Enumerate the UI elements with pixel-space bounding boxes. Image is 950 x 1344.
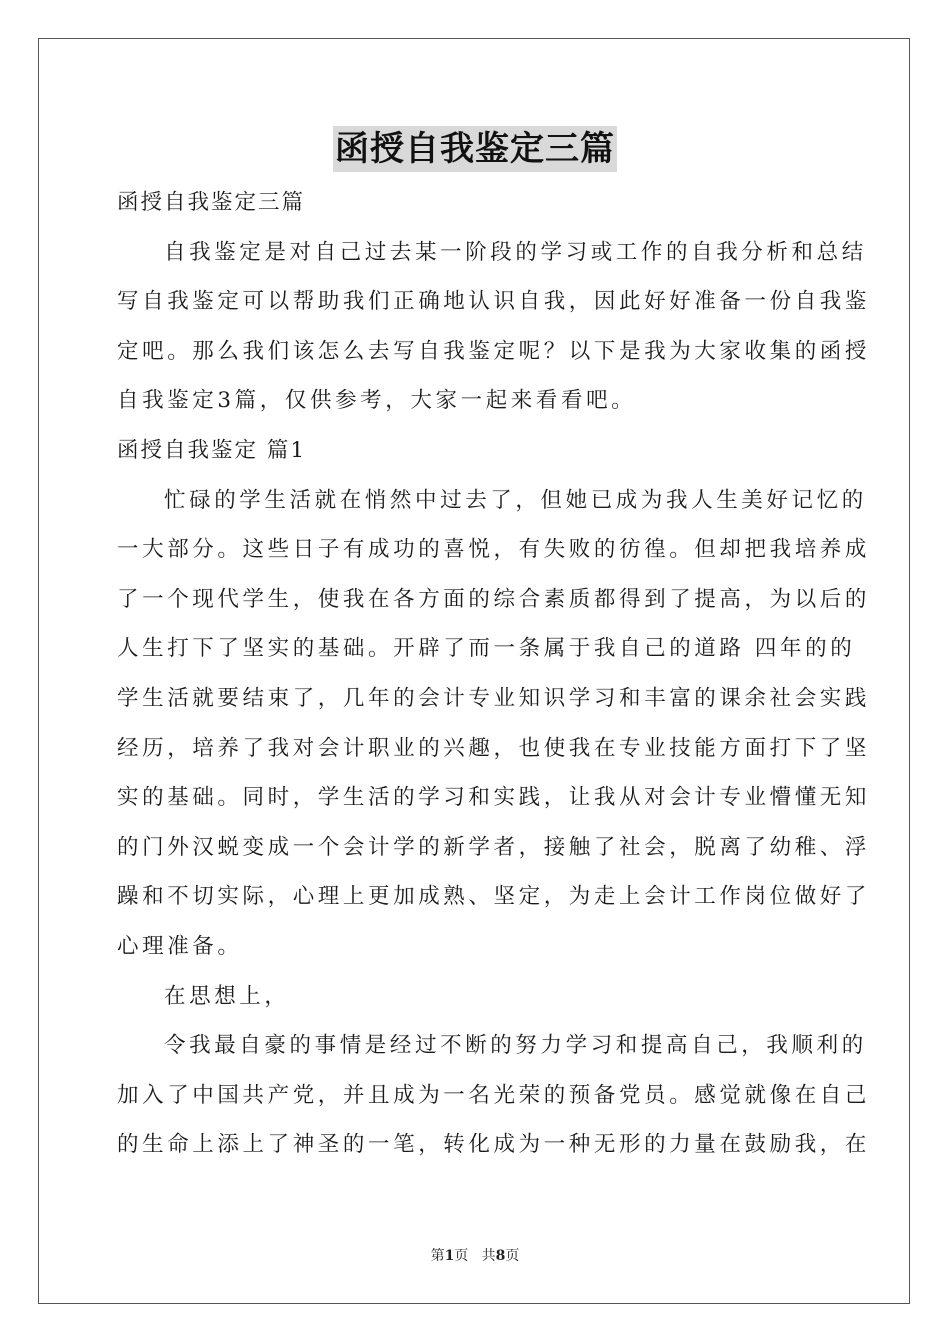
paragraph-line: 一大部分。这些日子有成功的喜悦，有失败的彷徨。但却把我培养成	[117, 537, 871, 563]
paragraph-line: 令我最自豪的事情是经过不断的努力学习和提高自己，我顺利的	[164, 1033, 867, 1059]
paragraph-line: 心理准备。	[117, 933, 243, 959]
paragraph-line: 学生活就要结束了，几年的会计专业知识学习和丰富的课余社会实践	[117, 685, 871, 711]
paragraph-line: 自我鉴定3篇，仅供参考，大家一起来看看吧。	[117, 388, 637, 414]
title-container	[0, 126, 950, 172]
paragraph-line: 躁和不切实际，心理上更加成熟、坚定，为走上会计工作岗位做好了	[117, 884, 871, 910]
paragraph-line: 定吧。那么我们该怎么去写自我鉴定呢？以下是我为大家收集的函授	[117, 338, 871, 364]
paragraph-line: 在思想上，	[164, 983, 290, 1009]
paragraph-line: 的生命上添上了神圣的一笔，转化成为一种无形的力量在鼓励我，在	[117, 1132, 871, 1158]
paragraph-line: 写自我鉴定可以帮助我们正确地认识自我，因此好好准备一份自我鉴	[117, 289, 871, 315]
footer-total-pages: 8	[495, 1248, 506, 1264]
footer-page-suffix: 页	[454, 1248, 469, 1264]
paragraph-line: 自我鉴定是对自己过去某一阶段的学习或工作的自我分析和总结	[164, 239, 867, 265]
paragraph-line: 加入了中国共产党，并且成为一名光荣的预备党员。感觉就像在自己	[117, 1082, 871, 1108]
page-footer	[0, 1246, 950, 1266]
paragraph-line: 人生打下了坚实的基础。开辟了而一条属于我自己的道路 四年的的	[117, 636, 856, 662]
footer-total-suffix: 页	[505, 1248, 520, 1264]
paragraph-line: 忙碌的学生活就在悄然中过去了，但她已成为我人生美好记忆的	[164, 487, 867, 513]
section-heading-line: 函授自我鉴定 篇1	[117, 437, 307, 463]
paragraph-line: 经历，培养了我对会计职业的兴趣，也使我在专业技能方面打下了坚	[117, 735, 871, 761]
paragraph-line: 了一个现代学生，使我在各方面的综合素质都得到了提高，为以后的	[117, 586, 871, 612]
paragraph-line: 实的基础。同时，学生活的学习和实践，让我从对会计专业懵懂无知	[117, 785, 871, 811]
section-heading-line: 函授自我鉴定三篇	[117, 190, 306, 215]
document-body	[117, 178, 871, 1170]
footer-page-number: 1	[444, 1248, 455, 1264]
document-title: 函授自我鉴定三篇	[333, 126, 617, 172]
paragraph-line: 的门外汉蜕变成一个会计学的新学者，接触了社会，脱离了幼稚、浮	[117, 834, 871, 860]
footer-page-prefix: 第	[430, 1248, 445, 1264]
footer-total-prefix: 共	[481, 1248, 496, 1264]
